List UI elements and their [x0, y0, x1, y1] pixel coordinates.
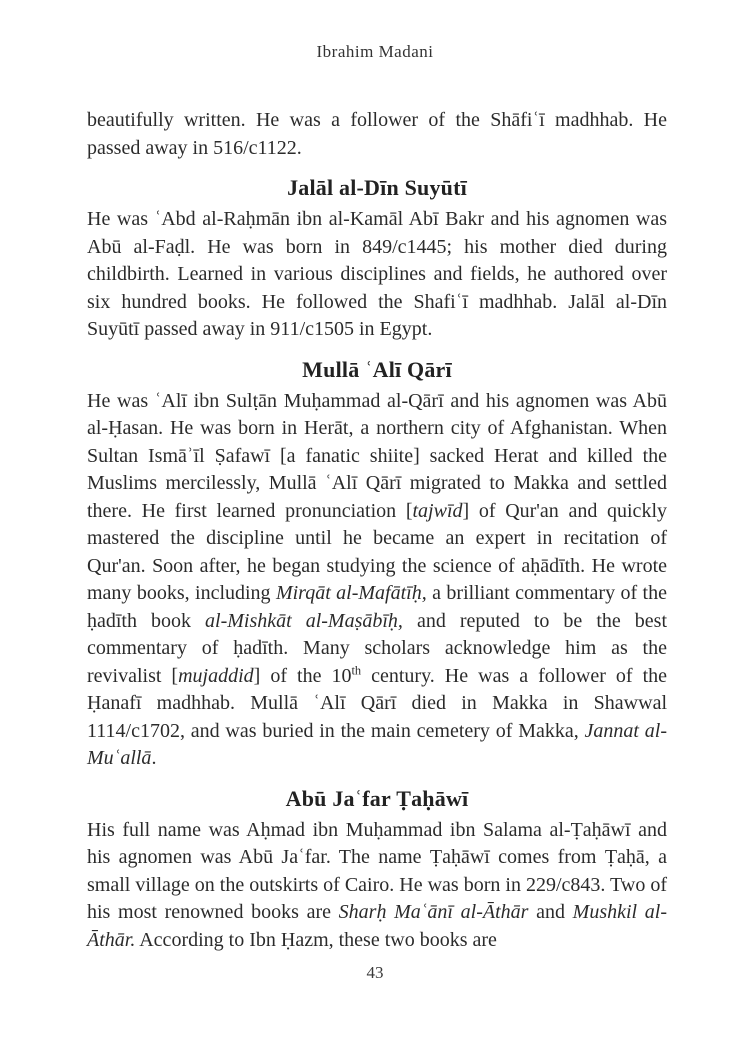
paragraph-intro: beautifully written. He was a follower of the Shāfiʿī madhhab. He passed away in 516/c1122. — [87, 109, 667, 159]
paragraph-qari: He was ʿAlī ibn Sulṭān Muḥammad al-Qārī and his agnomen was Abū al-Ḥasan. He was born in Herāt, a northern city of Afghanistan. When Sultan Ismāʾīl Ṣafawī [a fanatic shiite] sacked Herat and killed the Muslims mercilessly, Mullā ʿAlī Qārī migrated to Makka and settled there. He first learned pronunciation [tajwīd] of Qur'an and quickly mastered the discipline until he became an expert in recitation of Qur'an. Soon after, he began studying the science of aḥādīth. He wrote many books, including Mirqāt al-Mafātīḥ, a brilliant commentary of the ḥadīth book al-Mishkāt al-Maṣābīḥ, and reputed to be the best commentary of ḥadīth. Many scholars acknowledge him as the revivalist [mujaddid] of the 10th century. He was a follower of the Ḥanafī madhhab. Mullā ʿAlī Qārī died in Makka in Shawwal 1114/c1702, and was buried in the main cemetery of Makka, Jannat al-Muʿallā. — [87, 389, 668, 769]
paragraph-suyuti: He was ʿAbd al-Raḥmān ibn al-Kamāl Abī Bakr and his agnomen was Abū al-Faḍl. He was born in 849/c1445; his mother died during childbirth. Learned in various disciplines and fields, he authored over six hundred books. He followed the Shafiʿī madhhab. Jalāl al-Dīn Suyūtī passed away in 911/c1505 in Egypt. — [87, 208, 667, 340]
section-heading-tahawi: Abū Jaʿfar Ṭaḥāwī — [285, 785, 469, 811]
page-body — [87, 107, 667, 954]
page-number: 43 — [366, 963, 384, 982]
section-heading-qari: Mullā ʿAlī Qārī — [302, 356, 452, 382]
running-header: Ibrahim Madani — [316, 42, 434, 61]
section-heading-suyuti: Jalāl al-Dīn Suyūtī — [287, 175, 467, 200]
paragraph-tahawi: His full name was Aḥmad ibn Muḥammad ibn Salama al-Ṭaḥāwī and his agnomen was Abū Jaʿfar. The name Ṭaḥāwī comes from Ṭaḥā, a small village on the outskirts of Cairo. He was born in 229/c843. Two of his most renowned books are Sharḥ Maʿānī al-Āthār and Mushkil al-Āthār. According to Ibn Ḥazm, these two books are — [87, 818, 667, 951]
